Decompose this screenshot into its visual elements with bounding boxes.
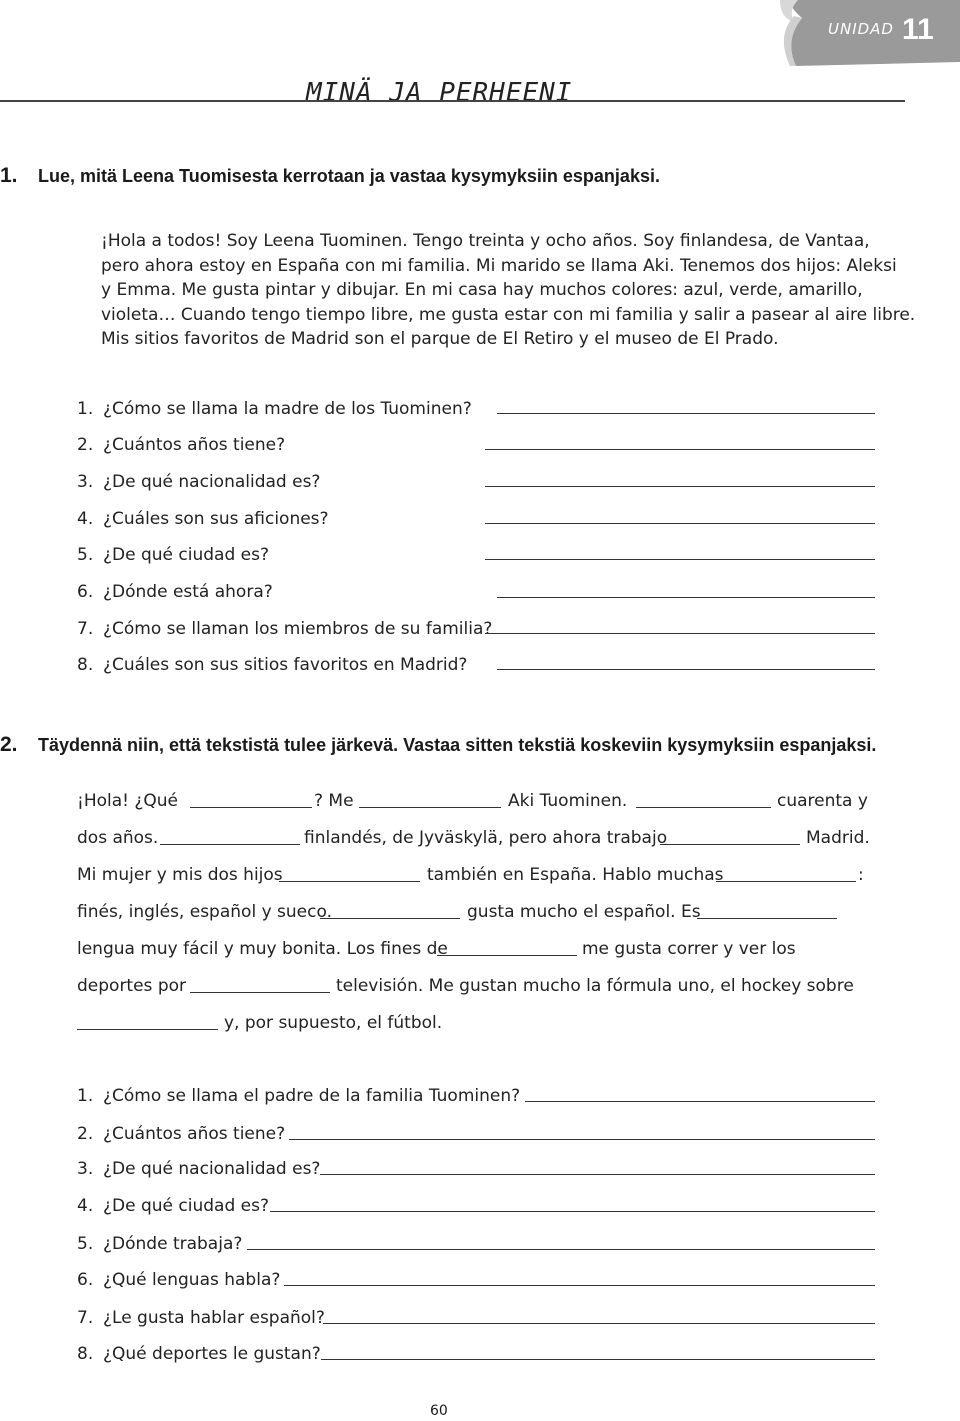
- exercise1-number: 1.: [0, 164, 18, 187]
- answer-line[interactable]: [497, 597, 875, 598]
- question-text: ¿Le gusta hablar español?: [103, 1308, 325, 1328]
- cloze-text-fragment: Aki Tuominen.: [508, 791, 628, 811]
- fill-blank[interactable]: [660, 844, 800, 845]
- unit-number: 11: [902, 13, 934, 46]
- cloze-text-fragment: me gusta correr y ver los: [582, 939, 796, 959]
- exercise2-instruction: Täydennä niin, että tekstistä tulee järkevä. Vastaa sitten tekstiä koskeviin kysymyksiin espanjaksi.: [38, 735, 877, 755]
- question-number: 4.: [77, 1196, 94, 1216]
- answer-line[interactable]: [497, 413, 875, 414]
- answer-line[interactable]: [485, 559, 875, 560]
- reading-paragraph: [101, 229, 916, 352]
- fill-blank[interactable]: [359, 807, 501, 808]
- question-number: 3.: [77, 1159, 94, 1179]
- question-number: 7.: [77, 1308, 94, 1328]
- cloze-text-fragment: finés, inglés, español y sueco.: [77, 902, 332, 922]
- question-text: ¿Cuáles son sus sitios favoritos en Madrid?: [103, 655, 468, 675]
- question-text: ¿Cuáles son sus aficiones?: [103, 509, 329, 529]
- question-number: 2.: [77, 435, 94, 455]
- fill-blank[interactable]: [320, 918, 460, 919]
- question-text: ¿Cómo se llama el padre de la familia Tuominen?: [103, 1086, 521, 1106]
- page-number: 60: [430, 1403, 448, 1419]
- question-number: 7.: [77, 619, 94, 639]
- question-text: ¿Dónde está ahora?: [103, 582, 273, 602]
- answer-line[interactable]: [270, 1211, 875, 1212]
- fill-blank[interactable]: [636, 807, 771, 808]
- answer-line[interactable]: [321, 1359, 875, 1360]
- question-number: 5.: [77, 545, 94, 565]
- question-number: 1.: [77, 399, 94, 419]
- question-text: ¿Dónde trabaja?: [103, 1234, 243, 1254]
- fill-blank[interactable]: [190, 807, 312, 808]
- cloze-text-fragment: lengua muy fácil y muy bonita. Los fines de: [77, 939, 448, 959]
- question-number: 6.: [77, 582, 94, 602]
- answer-line[interactable]: [284, 1285, 875, 1286]
- question-text: ¿De qué ciudad es?: [103, 545, 269, 565]
- cloze-text-fragment: ? Me: [314, 791, 354, 811]
- answer-line[interactable]: [485, 486, 875, 487]
- answer-line[interactable]: [323, 1323, 875, 1324]
- question-number: 2.: [77, 1124, 94, 1144]
- cloze-text-fragment: dos años.: [77, 828, 159, 848]
- question-number: 6.: [77, 1270, 94, 1290]
- question-text: ¿Cómo se llaman los miembros de su familia?: [103, 619, 493, 639]
- paragraph-line: violeta… Cuando tengo tiempo libre, me gusta estar con mi familia y salir a pasear al aire libre.: [101, 304, 916, 325]
- answer-line[interactable]: [525, 1101, 875, 1102]
- answer-line[interactable]: [289, 1139, 875, 1140]
- fill-blank[interactable]: [160, 844, 300, 845]
- paragraph-line: Mis sitios favoritos de Madrid son el parque de El Retiro y el museo de El Prado.: [101, 329, 779, 349]
- question-text: ¿Cómo se llama la madre de los Tuominen?: [103, 399, 472, 419]
- exercise2-number: 2.: [0, 733, 18, 756]
- question-number: 8.: [77, 655, 94, 675]
- fill-blank[interactable]: [190, 992, 330, 993]
- cloze-text-fragment: cuarenta y: [777, 791, 868, 811]
- question-text: ¿De qué ciudad es?: [103, 1196, 269, 1216]
- answer-line[interactable]: [320, 1174, 875, 1175]
- paragraph-line: y Emma. Me gusta pintar y dibujar. En mi casa hay muchos colores: azul, verde, amarillo,: [101, 280, 863, 300]
- paragraph-line: pero ahora estoy en España con mi familia. Mi marido se llama Aki. Tenemos dos hijos: Aleksi: [101, 255, 897, 276]
- fill-blank[interactable]: [697, 918, 837, 919]
- unit-label: UNIDAD: [828, 20, 894, 38]
- exercise1-instruction: Lue, mitä Leena Tuomisesta kerrotaan ja vastaa kysymyksiin espanjaksi.: [38, 166, 660, 186]
- cloze-text-fragment: ¡Hola! ¿Qué: [77, 791, 178, 811]
- answer-line[interactable]: [485, 633, 875, 634]
- cloze-text-fragment: televisión. Me gustan mucho la fórmula uno, el hockey sobre: [336, 976, 854, 996]
- answer-line[interactable]: [485, 449, 875, 450]
- question-number: 1.: [77, 1086, 94, 1106]
- cloze-text-fragment: Madrid.: [806, 828, 870, 848]
- question-text: ¿Qué deportes le gustan?: [103, 1344, 321, 1364]
- question-text: ¿De qué nacionalidad es?: [103, 1159, 321, 1179]
- cloze-text-fragment: Mi mujer y mis dos hijos: [77, 865, 283, 885]
- cloze-text-fragment: gusta mucho el español. Es: [467, 902, 701, 922]
- answer-line[interactable]: [485, 523, 875, 524]
- page-title: MINÄ JA PERHEENI: [306, 78, 573, 108]
- question-text: ¿Cuántos años tiene?: [103, 1124, 286, 1144]
- question-text: ¿Qué lenguas habla?: [103, 1270, 281, 1290]
- fill-blank[interactable]: [716, 881, 856, 882]
- question-number: 4.: [77, 509, 94, 529]
- fill-blank[interactable]: [437, 955, 577, 956]
- answer-line[interactable]: [497, 669, 875, 670]
- cloze-text-fragment: finlandés, de Jyväskylä, pero ahora trabajo: [304, 828, 668, 848]
- title-underline: [0, 100, 905, 102]
- fill-blank[interactable]: [77, 1029, 218, 1030]
- question-text: ¿De qué nacionalidad es?: [103, 472, 321, 492]
- cloze-text-fragment: :: [858, 865, 864, 885]
- question-number: 5.: [77, 1234, 94, 1254]
- answer-line[interactable]: [247, 1249, 875, 1250]
- cloze-text-fragment: y, por supuesto, el fútbol.: [224, 1013, 443, 1033]
- cloze-text-fragment: deportes por: [77, 976, 186, 996]
- question-number: 3.: [77, 472, 94, 492]
- paragraph-line: ¡Hola a todos! Soy Leena Tuominen. Tengo treinta y ocho años. Soy finlandesa, de Vantaa,: [101, 231, 870, 251]
- question-number: 8.: [77, 1344, 94, 1364]
- fill-blank[interactable]: [279, 881, 420, 882]
- cloze-text-fragment: también en España. Hablo muchas: [427, 865, 724, 885]
- question-text: ¿Cuántos años tiene?: [103, 435, 286, 455]
